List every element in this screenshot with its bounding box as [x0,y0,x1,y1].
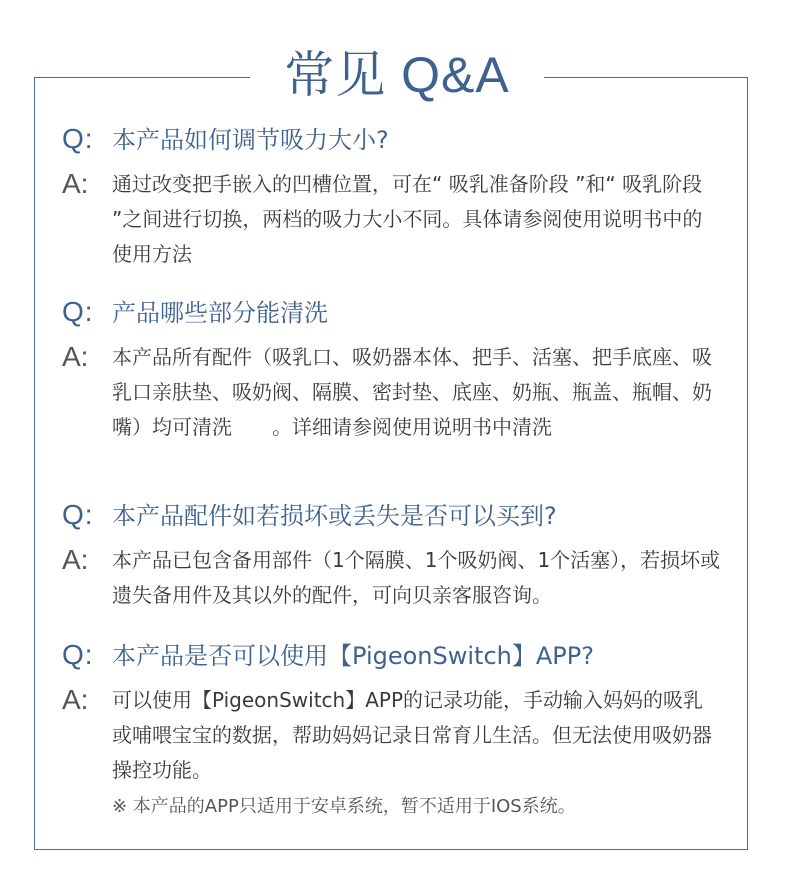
answer-body [112,683,722,826]
qa-item [62,122,732,272]
answer-text: 通过改变把手嵌入的凹槽位置，可在“ 吸乳准备阶段 ”和“ 吸乳阶段 ”之间进行切换，两档的吸力大小不同。具体请参阅使用说明书中的使用方法 [112,172,703,266]
answer-marker: A: [62,168,89,199]
answer-marker: A: [62,341,89,372]
qa-item [62,498,732,613]
answer-row [62,683,732,826]
question-row [62,295,732,330]
question-text: 产品哪些部分能清洗 [112,299,328,327]
question-row [62,122,732,157]
question-marker: Q: [62,639,94,670]
question-row [62,498,732,533]
page-title: 常见 Q&A [284,47,510,103]
question-row [62,638,732,673]
question-marker: Q: [62,296,94,327]
question-marker: Q: [62,499,94,530]
answer-text: 可以使用【PigeonSwitch】APP的记录功能，手动输入妈妈的吸乳或哺喂宝宝的数据，帮助妈妈记录日常育儿生活。但无法使用吸奶器操控功能。 [112,688,712,782]
question-text: 本产品配件如若损坏或丢失是否可以买到? [112,502,557,530]
question-marker: Q: [62,123,94,154]
answer-row [62,543,732,613]
question-text: 本产品是否可以使用【PigeonSwitch】APP? [112,642,594,670]
title-wrap [250,40,544,110]
answer-marker: A: [62,684,89,715]
answer-text: 本产品所有配件（吸乳口、吸奶器本体、把手、活塞、把手底座、吸乳口亲肤垫、吸奶阀、隔膜、密封垫、底座、奶瓶、瓶盖、瓶帽、奶嘴）均可清洗 。详细请参阅使用说明书中清洗 [112,345,712,439]
answer-row [62,167,732,272]
answer-row [62,340,732,445]
answer-text: 本产品已包含备用部件（1个隔膜、1个吸奶阀、1个活塞），若损坏或遗失备用件及其以外的配件，可向贝亲客服咨询。 [112,548,721,607]
answer-note: ※ 本产品的APP只适用于安卓系统，暂不适用于IOS系统。 [112,796,576,817]
qa-item [62,295,732,445]
qa-item [62,638,732,826]
question-text: 本产品如何调节吸力大小? [112,126,389,154]
answer-marker: A: [62,544,89,575]
